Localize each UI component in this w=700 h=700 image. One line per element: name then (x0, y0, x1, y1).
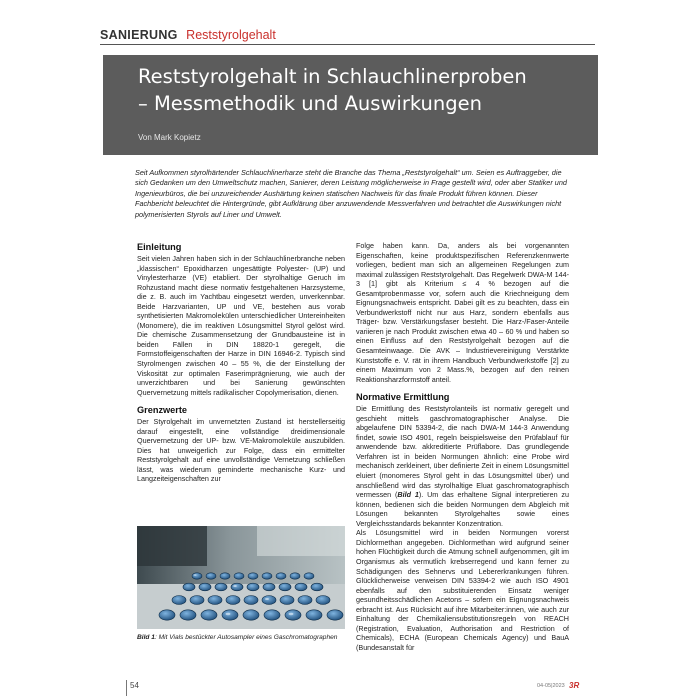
title-line-2: – Messmethodik und Auswirkungen (138, 92, 482, 115)
running-header (100, 26, 595, 46)
article-title (138, 63, 588, 117)
issue-label: 04-05|2023 (537, 683, 565, 689)
autosampler-image (137, 526, 345, 629)
page-number: 54 (130, 681, 139, 690)
topic-label: Reststyrolgehalt (186, 28, 276, 42)
paragraph-normative (356, 404, 569, 528)
caption-text: : Mit Vials bestückter Autosampler eines Gaschromatographen (154, 634, 338, 641)
journal-logo: 3R (569, 681, 580, 690)
heading-einleitung: Einleitung (137, 242, 182, 252)
author-byline: Von Mark Kopietz (138, 133, 201, 142)
heading-grenzwerte: Grenzwerte (137, 405, 188, 416)
title-line-1: Reststyrolgehalt in Schlauchlinerproben (138, 65, 527, 88)
abstract: Seit Aufkommen styrolhärtender Schlauchlinerharze steht die Branche das Thema „Reststyrolgehalt“ um. Seien es Auftraggeber, die sich Gedanken um den Umweltschutz machen, Sanierer, deren Leistung möglicherweise in Frage gestellt wird, oder aber Statiker und Ingenieurbüros, die bei unzureichender Aushärtung keinen statischen Nachweis für das finale Produkt führen können. Dieser Fachbericht beleuchtet die Hintergründe, gibt Aufklärung über anzuwendende Messverfahren und betrachtet die Auswirkungen nicht polymerisierten Styrols auf Liner und Umwelt. (135, 168, 567, 219)
caption-label: Bild 1 (137, 634, 155, 641)
column-right (356, 241, 569, 652)
paragraph-grenzwerte: Der Styrolgehalt im unvernetzten Zustand ist herstellerseitig darauf eingestellt, eine vollständige dreidimensionale Quervernetzung der UP- bzw. VE-Makromoleküle auszubilden. Dies hat unweigerlich zur Folge, dass ein ermittelter Reststyrolgehalt auf eine unvollständige Vernetzung schließen lässt, was wiederum geminderte mechanische Kurz- und Langzeiteigenschaften zur (137, 417, 345, 484)
title-banner (103, 55, 598, 155)
footer-rule (126, 680, 127, 696)
autosampler-photo (137, 526, 345, 629)
section-label: SANIERUNG (100, 28, 178, 42)
paragraph-grenzwerte-cont: Folge haben kann. Da, anders als bei vorgenannten Eigenschaften, keine produktspezifischen Referenzkennwerte vorliegen, bedient man sich an allgemeinen Regelungen zum maximal zulässigen Reststyrolgehalt. Das Regelwerk DWA-M 144-3 [1] gibt als Kriterium ≤ 4 % bezogen auf die Gesamtprobenmasse vor, sofern auch die Kriechneigung dem Eignungsnachweis entspricht. Dabei gilt es zu beachten, dass ein Verbundwerkstoff nicht nur aus Harz, sondern ebenfalls aus Träger- bzw. Verstärkungsfaser besteht. Die Harz-/Faser-Anteile variieren je nach Produkt zwischen etwa 40 – 60 % und haben so einen Einfluss auf den Reststyrolgehalt bezogen auf die Gesamteinwaage. Die AVK – Industrievereinigung Verstärkte Kunststoffe e. V. rät in ihrem Handbuch Verbundwerkstoffe [2] zu einem Maximum von 2 Mass.%, bezogen auf den reinen Reaktionsharzformstoff anteil. (356, 241, 569, 384)
paragraph-loesungsmittel: Als Lösungsmittel wird in beiden Normungen vorerst Dichlormethan angegeben. Dichlormethan wird aufgrund seiner hohen Flüchtigkeit durch die Atmung schnell aufgenommen, gilt im Organismus als vermutlich krebserregend und kann ferner zu Schädigungen des Sehnervs und Lebererkrankungen führen. Glücklicherweise verweisen DIN 53394-2 wie auch ISO 4901 ebenfalls auf den substituierenden Einsatz weniger gesundheitsschädlichen Acetons – sofern ein Eignungsnachweis erbracht ist. Aus Rücksicht auf ihre Mitarbeiter:innen, wie auch zur Einhaltung der Chemikaliensubstitutionsregeln von REACH (Registration, Evaluation, Authorisation and Restriction of Chemicals), ECHA (European Chemicals Agency) und BauA (Bundesanstalt für (356, 528, 569, 652)
paragraph-einleitung: Seit vielen Jahren haben sich in der Schlauchlinerbranche neben „klassischen“ Epoxidharzen ungesättigte Polyester- (UP) und Vinylesterharze (VE) etabliert. Der styrolhaltige Geruch im Rohzustand macht diese normativ festgehaltenen Harzsysteme, die z. B. auch im Yachtbau eingesetzt werden, unverkennbar. Beide Harzvarianten, UP und VE, bestehen aus vorab synthetisierten Makromolekülen unterschiedlicher Untereinheiten (Monomere), die im reaktiven Lösungsmittel Styrol gelöst wird. Die chemische Zusammensetzung der Grundbausteine ist in beiden Fällen in DIN 18820-1 geregelt, die Formstoffeigenschaften der Harze in DIN 16946-2. Typisch sind Styrolmengen zwischen 40 – 55 %, die der Einstellung der Viskosität zur optimalen Faserimprägnierung, wie auch der unverzichtbaren und bei Sanierung gewünschten Quervernetzung mittels radikalischer Copolymerisation, dienen. (137, 254, 345, 397)
normative-text-b: ). Um das erhaltene Signal interpretieren zu können, bedienen sich die beiden Normungen dem Abgleich mit Lösungen bekannten Styrolgehaltes sowie eines Vergleichsstandards bekannter Konzentration. (356, 490, 570, 528)
figure-caption (137, 633, 345, 642)
column-left (137, 241, 345, 484)
header-rule (100, 44, 595, 45)
figure-reference: Bild 1 (397, 490, 419, 500)
normative-text-a: Die Ermittlung des Reststyrolanteils ist normativ geregelt und geschieht mittels gaschromatographischer Analyse. Die abgelaufene DIN 53394-2, die nach DWA-M 144-3 Anwendung findet, sowie ISO 4901, regeln beispielsweise den Prüfablauf für anwendende bzw. akkreditierte Prüflabore. Das grundlegende Verfahren ist in beiden Normungen ähnlich: eine Probe wird mechanisch zerkleinert, über definierte Zeit in einem Lösungsmittel eluiert (monomeres Styrol geht in das Lösungsmittel über) und anschließend wird das styrolhaltige Eluat gaschromatographisch vermessen ( (356, 404, 569, 500)
heading-normative-ermittlung: Normative Ermittlung (356, 392, 450, 403)
